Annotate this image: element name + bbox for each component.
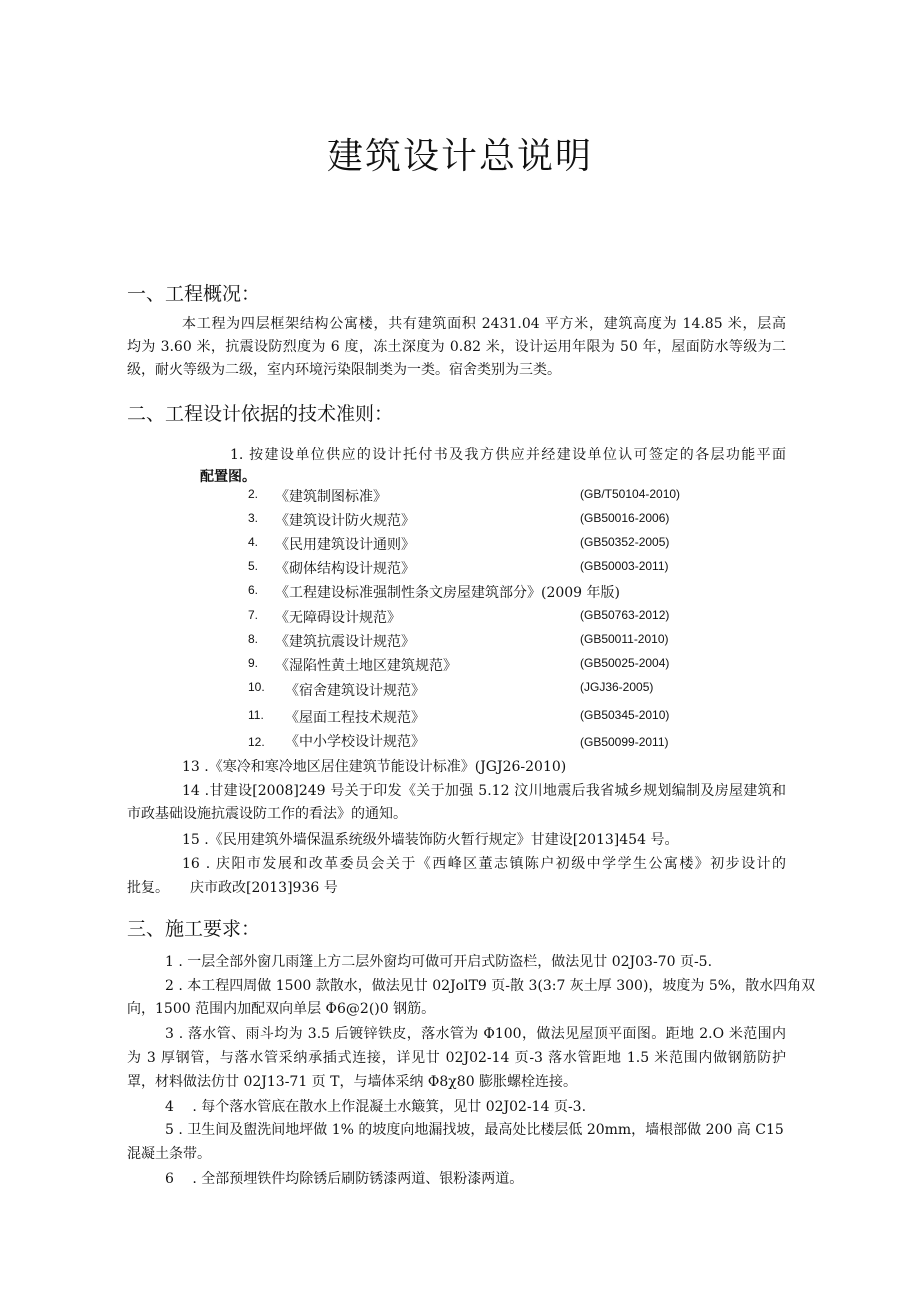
standard-num: 3. <box>248 511 259 525</box>
standard-item-1-line-2: 配置图。 <box>200 469 256 485</box>
standard-item-14-line-1: 14 .甘建设[2008]249 号关于印发《关于加强 5.12 汶川地震后我省城乡规划编制及房屋建筑和 <box>182 783 786 799</box>
overview-line-1: 本工程为四层框架结构公寓楼，共有建筑面积 2431.04 平方米，建筑高度为 14.85 米，层高 <box>182 316 786 332</box>
standard-item-16-line-1: 16 . 庆阳市发展和改革委员会关于《西峰区董志镇陈户初级中学学生公寓楼》初步设计的 <box>182 856 786 872</box>
standard-item-16-line-2: 批复。 庆市政改[2013]936 号 <box>127 880 338 896</box>
standard-code: (GB50345-2010) <box>580 708 670 722</box>
construction-item-2-line-1: 2 . 本工程四周做 1500 款散水，做法见廿 02JolT9 页-散 3(3:7 灰土厚 300)，坡度为 5%，散水四角双 <box>165 978 816 994</box>
standard-code: (GB50016-2006) <box>580 511 670 525</box>
standard-num: 2. <box>248 487 259 501</box>
construction-item-5-line-2: 混凝土条带。 <box>127 1146 211 1162</box>
standard-num: 9. <box>248 656 259 670</box>
standard-item-15: 15 .《民用建筑外墙保温系统级外墙装饰防火暂行规定》甘建设[2013]454 号。 <box>182 832 679 848</box>
construction-item-1: 1 . 一层全部外窗几雨篷上方二层外窗均可做可开启式防盗栏，做法见廿 02J03-70 页-5. <box>165 954 713 970</box>
standard-num: 6. <box>248 583 259 597</box>
standard-num: 12. <box>248 735 265 749</box>
construction-item-2-line-2: 向，1500 范围内加配双向单层 Φ6@2()0 钢筋。 <box>127 1001 436 1017</box>
standard-num: 7. <box>248 608 259 622</box>
standard-name: 《宿舍建筑设计规范》 <box>285 683 425 699</box>
overview-line-2: 均为 3.60 米，抗震设防烈度为 6 度，冻土深度为 0.82 米，设计运用年限为 50 年，屋面防水等级为二 <box>127 339 786 355</box>
standard-num: 8. <box>248 632 259 646</box>
standard-code: (GB50003-2011) <box>580 559 669 573</box>
construction-item-4: 4 . 每个落水管底在散水上作混凝土水簸箕，见廿 02J02-14 页-3. <box>165 1099 587 1115</box>
standard-name: 《民用建筑设计通则》 <box>275 537 415 553</box>
construction-item-3-line-1: 3 . 落水管、雨斗均为 3.5 后镀锌铁皮，落水管为 Φ100，做法见屋顶平面图。距地 2.O 米范围内 <box>165 1026 786 1042</box>
standard-num: 11. <box>248 708 264 722</box>
overview-line-3: 级，耐火等级为二级，室内环境污染限制类为一类。宿舍类别为三类。 <box>127 362 561 378</box>
page-title: 建筑设计总说明 <box>326 136 593 177</box>
construction-item-6: 6 . 全部预埋铁件均除锈后刷防锈漆两道、银粉漆两道。 <box>165 1171 524 1187</box>
standard-code: (GB50763-2012) <box>580 608 670 622</box>
standard-name: 《中小学校设计规范》 <box>285 734 425 750</box>
standard-code: (GB/T50104-2010) <box>580 487 681 501</box>
standard-item-13: 13 .《寒冷和寒冷地区居住建筑节能设计标准》(JGJ26-2010) <box>182 759 567 775</box>
section-heading-construction: 三、施工要求： <box>127 918 261 940</box>
section-heading-overview: 一、工程概况： <box>127 283 261 305</box>
standard-name: 《砌体结构设计规范》 <box>275 561 415 577</box>
standard-code: (GB50011-2010) <box>580 632 669 646</box>
standard-name: 《建筑制图标准》 <box>275 489 387 505</box>
construction-item-3-line-3: 罩，材料做法仿廿 02J13-71 页 T，与墙体采纳 Φ8χ80 膨胀螺栓连接。 <box>127 1074 578 1090</box>
standard-code: (GB50025-2004) <box>580 656 670 670</box>
standard-name: 《湿陷性黄土地区建筑规范》 <box>275 658 457 674</box>
construction-item-3-line-2: 为 3 厚钢管，与落水管采纳承插式连接，详见廿 02J02-14 页-3 落水管距地 1.5 米范围内做钢筋防护 <box>127 1050 786 1066</box>
standard-num: 4. <box>248 535 259 549</box>
standard-code: (GB50099-2011) <box>580 735 669 749</box>
standard-name: 《建筑抗震设计规范》 <box>275 634 415 650</box>
construction-item-5-line-1: 5 . 卫生间及盥洗间地坪做 1% 的坡度向地漏找坡，最高处比楼层低 20mm，墙根部做 200 高 C15 <box>165 1122 784 1138</box>
standard-name: 《工程建设标准强制性条文房屋建筑部分》(2009 年版) <box>275 585 621 601</box>
section-heading-standards: 二、工程设计依据的技术准则： <box>127 403 394 425</box>
standard-item-14-line-2: 市政基础设施抗震设防工作的看法》的通知。 <box>127 806 407 822</box>
standard-item-1-line-1: 1. 按建设单位供应的设计托付书及我方供应并经建设单位认可签定的各层功能平面 <box>230 447 786 463</box>
standard-num: 10. <box>248 680 265 694</box>
standard-code: (GB50352-2005) <box>580 535 670 549</box>
standard-name: 《屋面工程技术规范》 <box>285 710 425 726</box>
standard-name: 《建筑设计防火规范》 <box>275 513 415 529</box>
standard-code: (JGJ36-2005) <box>580 680 654 694</box>
standard-num: 5. <box>248 559 259 573</box>
standard-name: 《无障碍设计规范》 <box>275 610 401 626</box>
